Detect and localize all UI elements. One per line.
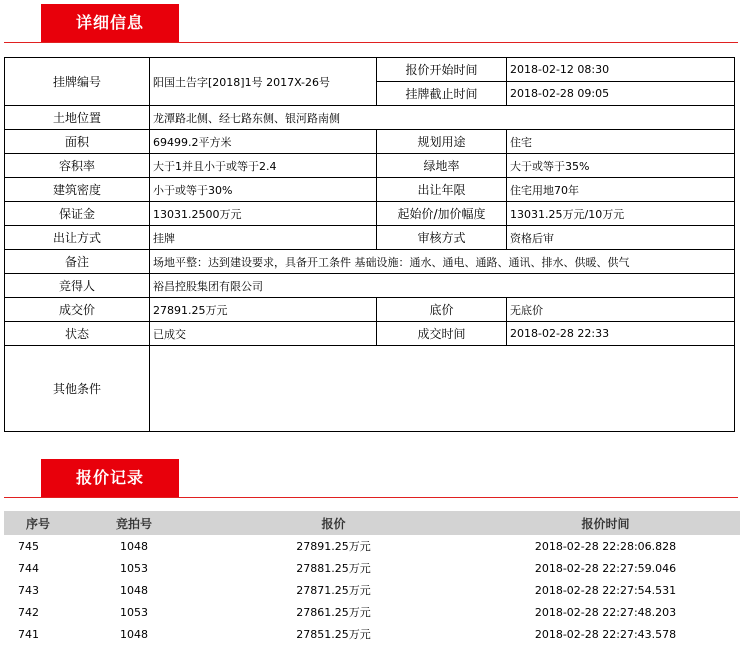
bid-start-label: 报价开始时间 (377, 58, 507, 82)
status-label: 状态 (5, 322, 150, 346)
bid-price: 27861.25万元 (296, 606, 371, 619)
deal-price-value: 27891.25万元 (150, 298, 377, 322)
deposit-value: 13031.2500万元 (150, 202, 377, 226)
bids-section-header (4, 459, 738, 498)
bid-price: 27891.25万元 (296, 540, 371, 553)
table-row (4, 535, 740, 557)
table-row (4, 601, 740, 623)
bids-table (4, 511, 740, 645)
term-label: 出让年限 (377, 178, 507, 202)
status-value: 已成交 (150, 322, 377, 346)
location-label: 土地位置 (5, 106, 150, 130)
deposit-label: 保证金 (5, 202, 150, 226)
table-row (5, 130, 735, 154)
bid-bidder-no: 1053 (120, 561, 148, 575)
detail-table (4, 57, 735, 432)
reserve-value: 无底价 (507, 298, 735, 322)
location-value: 龙潭路北侧、经七路东侧、银河路南侧 (150, 106, 735, 130)
table-row (4, 557, 740, 579)
table-row (5, 250, 735, 274)
bid-time: 2018-02-28 22:27:43.578 (534, 627, 677, 641)
listing-no-value: 阳国土告字[2018]1号 2017X-26号 (150, 58, 377, 106)
bid-bidder-no: 1048 (120, 583, 148, 597)
table-row (5, 106, 735, 130)
usage-label: 规划用途 (377, 130, 507, 154)
bid-price: 27881.25万元 (296, 562, 371, 575)
detail-section-header (4, 4, 738, 43)
table-row (5, 154, 735, 178)
remark-value: 场地平整：达到建设要求，具备开工条件 基础设施：通水、通电、通路、通讯、排水、供暖、供气 (150, 250, 735, 274)
green-label: 绿地率 (377, 154, 507, 178)
detail-section-title: 详细信息 (41, 4, 179, 42)
table-row (5, 274, 735, 298)
other-label: 其他条件 (5, 346, 150, 432)
start-price-value: 13031.25万元/10万元 (507, 202, 735, 226)
reserve-label: 底价 (377, 298, 507, 322)
winner-value: 裕昌控股集团有限公司 (150, 274, 735, 298)
start-price-label: 起始价/加价幅度 (377, 202, 507, 226)
bid-bidder-no: 1048 (120, 539, 148, 553)
term-value: 住宅用地70年 (507, 178, 735, 202)
bid-time: 2018-02-28 22:27:59.046 (534, 561, 677, 575)
table-row (5, 58, 735, 82)
winner-label: 竞得人 (5, 274, 150, 298)
bid-seq: 741 (18, 627, 39, 641)
method-value: 挂牌 (150, 226, 377, 250)
table-row (5, 178, 735, 202)
bid-seq: 745 (18, 539, 39, 553)
deal-price-label: 成交价 (5, 298, 150, 322)
table-row (4, 623, 740, 645)
bids-header-row (4, 511, 740, 535)
remark-label: 备注 (5, 250, 150, 274)
usage-value: 住宅 (507, 130, 735, 154)
area-label: 面积 (5, 130, 150, 154)
bid-price: 27871.25万元 (296, 584, 371, 597)
bids-section-title: 报价记录 (41, 459, 179, 497)
density-label: 建筑密度 (5, 178, 150, 202)
listing-end-label: 挂牌截止时间 (377, 82, 507, 106)
col-header-seq: 序号 (4, 511, 72, 535)
bid-seq: 743 (18, 583, 39, 597)
table-row (5, 202, 735, 226)
table-row (5, 346, 735, 432)
table-row (5, 322, 735, 346)
bid-time: 2018-02-28 22:27:54.531 (534, 583, 677, 597)
listing-end-value: 2018-02-28 09:05 (507, 82, 735, 106)
bid-time: 2018-02-28 22:27:48.203 (534, 605, 677, 619)
listing-no-label: 挂牌编号 (5, 58, 150, 106)
far-label: 容积率 (5, 154, 150, 178)
bid-time: 2018-02-28 22:28:06.828 (534, 539, 677, 553)
bid-price: 27851.25万元 (296, 628, 371, 641)
col-header-time: 报价时间 (471, 511, 740, 535)
bid-bidder-no: 1053 (120, 605, 148, 619)
area-value: 69499.2平方米 (150, 130, 377, 154)
col-header-bidder-no: 竞拍号 (72, 511, 196, 535)
density-value: 小于或等于30% (150, 178, 377, 202)
green-value: 大于或等于35% (507, 154, 735, 178)
col-header-price: 报价 (196, 511, 471, 535)
table-row (5, 298, 735, 322)
deal-time-label: 成交时间 (377, 322, 507, 346)
review-value: 资格后审 (507, 226, 735, 250)
bid-start-value: 2018-02-12 08:30 (507, 58, 735, 82)
far-value: 大于1并且小于或等于2.4 (150, 154, 377, 178)
review-label: 审核方式 (377, 226, 507, 250)
other-value (150, 346, 735, 432)
deal-time-value: 2018-02-28 22:33 (507, 322, 735, 346)
bid-seq: 744 (18, 561, 39, 575)
table-row (5, 226, 735, 250)
bid-bidder-no: 1048 (120, 627, 148, 641)
table-row (4, 579, 740, 601)
bid-seq: 742 (18, 605, 39, 619)
method-label: 出让方式 (5, 226, 150, 250)
